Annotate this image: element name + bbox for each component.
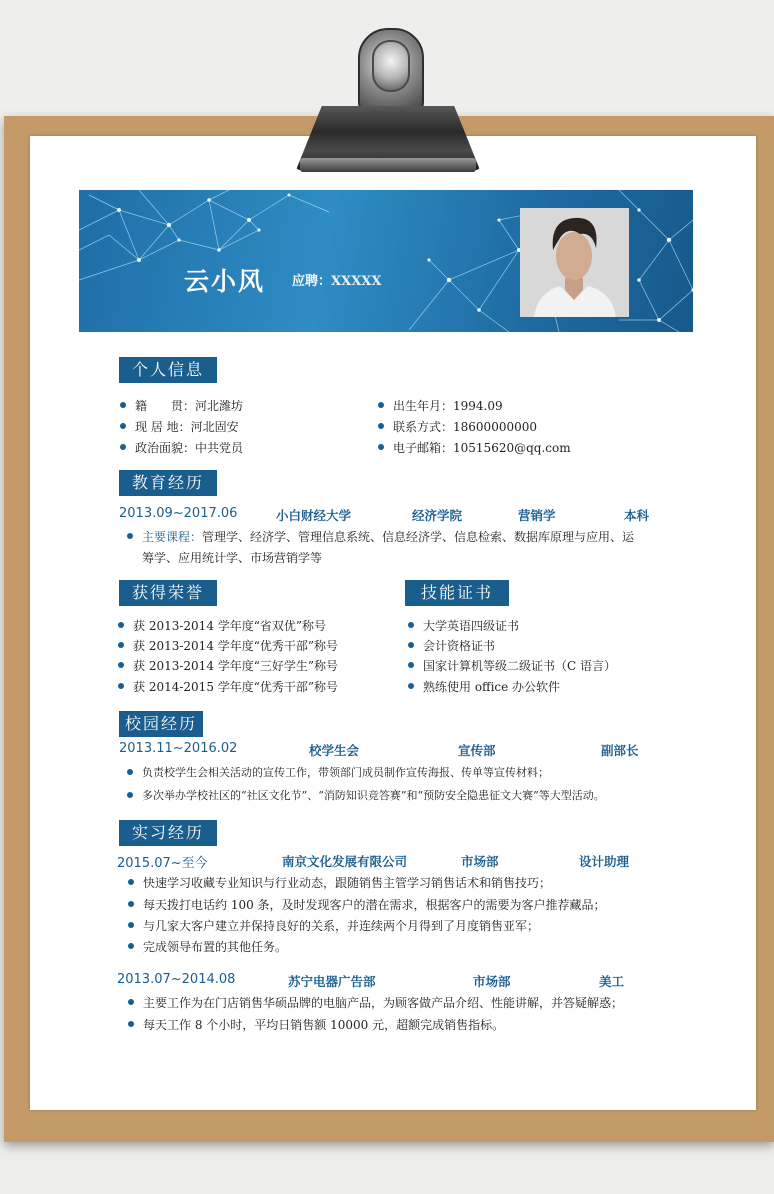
job-item: 主要工作为在门店销售华硕品牌的电脑产品，为顾客做产品介绍、性能讲解，并答疑解惑； bbox=[143, 996, 624, 1010]
courses-line2: 筹学、应用统计学、市场营销学等 bbox=[142, 551, 323, 565]
campus-item: 负责校学生会相关活动的宣传工作，带领部门成员制作宣传海报、传单等宣传材料； bbox=[142, 766, 549, 779]
clip-ring bbox=[358, 28, 424, 116]
skill-item: 会计资格证书 bbox=[423, 639, 496, 653]
info-birth: 出生年月：1994.09 bbox=[393, 399, 503, 413]
job-role: 设计助理 bbox=[579, 854, 630, 869]
skill-item: 国家计算机等级二级证书（C 语言） bbox=[423, 659, 616, 673]
honor-item: 获 2013-2014 学年度“省双优”称号 bbox=[133, 619, 327, 633]
job-item: 完成领导布置的其他任务。 bbox=[143, 940, 288, 954]
info-residence: 现 居 地：河北固安 bbox=[135, 420, 239, 434]
education-courses bbox=[142, 528, 634, 545]
job-item: 快速学习收藏专业知识与行业动态，跟随销售主管学习销售话术和销售技巧； bbox=[143, 876, 552, 890]
section-title-campus: 校园经历 bbox=[119, 711, 203, 737]
apply-position bbox=[292, 270, 381, 289]
education-date: 2013.09~2017.06 bbox=[119, 506, 238, 521]
job-company: 苏宁电器广告部 bbox=[288, 974, 376, 989]
section-title-internship: 实习经历 bbox=[119, 820, 217, 846]
job-item: 每天拨打电话约 100 条，及时发现客户的潜在需求，根据客户的需要为客户推荐藏品； bbox=[143, 898, 606, 912]
info-phone: 联系方式：18600000000 bbox=[393, 420, 537, 434]
education-degree: 本科 bbox=[624, 508, 650, 523]
section-title-skills: 技能证书 bbox=[405, 580, 509, 606]
job-dept: 市场部 bbox=[473, 974, 511, 989]
job-dept: 市场部 bbox=[461, 854, 499, 869]
campus-dept: 宣传部 bbox=[458, 743, 496, 758]
info-email: 电子邮箱：10515620@qq.com bbox=[393, 441, 571, 455]
job-date: 2015.07~至今 bbox=[117, 856, 208, 871]
education-school: 小白财经大学 bbox=[276, 508, 352, 523]
section-title-honors: 获得荣誉 bbox=[119, 580, 217, 606]
info-hometown: 籍 贯：河北潍坊 bbox=[135, 399, 244, 413]
avatar bbox=[520, 208, 629, 317]
job-item: 每天工作 8 个小时，平均日销售额 10000 元，超额完成销售指标。 bbox=[143, 1018, 505, 1032]
honor-item: 获 2013-2014 学年度“三好学生”称号 bbox=[133, 659, 339, 673]
campus-role: 副部长 bbox=[601, 743, 639, 758]
skill-item: 大学英语四级证书 bbox=[423, 619, 520, 633]
skill-item: 熟练使用 office 办公软件 bbox=[423, 680, 561, 694]
education-college: 经济学院 bbox=[412, 508, 463, 523]
apply-value: XXXXX bbox=[331, 274, 382, 289]
job-date: 2013.07~2014.08 bbox=[117, 972, 236, 987]
candidate-name: 云小风 bbox=[184, 267, 266, 296]
education-major: 营销学 bbox=[518, 508, 556, 523]
honor-item: 获 2014-2015 学年度“优秀干部”称号 bbox=[133, 680, 339, 694]
section-title-education: 教育经历 bbox=[119, 470, 217, 496]
campus-date: 2013.11~2016.02 bbox=[119, 741, 238, 756]
clip-ring-hole bbox=[372, 40, 410, 92]
campus-item: 多次举办学校社区的“社区文化节”、“消防知识竞答赛”和“预防安全隐患征文大赛”等大型活动。 bbox=[142, 789, 605, 802]
section-title-personal: 个人信息 bbox=[119, 357, 217, 383]
courses-label: 主要课程： bbox=[142, 530, 203, 544]
campus-org: 校学生会 bbox=[309, 743, 360, 758]
apply-label: 应聘： bbox=[292, 274, 332, 289]
job-company: 南京文化发展有限公司 bbox=[282, 854, 408, 869]
honor-item: 获 2013-2014 学年度“优秀干部”称号 bbox=[133, 639, 339, 653]
courses-line1: 管理学、经济学、管理信息系统、信息经济学、信息检索、数据库原理与应用、运 bbox=[202, 530, 635, 544]
job-item: 与几家大客户建立并保持良好的关系，并连续两个月得到了月度销售亚军； bbox=[143, 919, 540, 933]
info-politics: 政治面貌：中共党员 bbox=[135, 441, 244, 455]
job-role: 美工 bbox=[599, 974, 625, 989]
